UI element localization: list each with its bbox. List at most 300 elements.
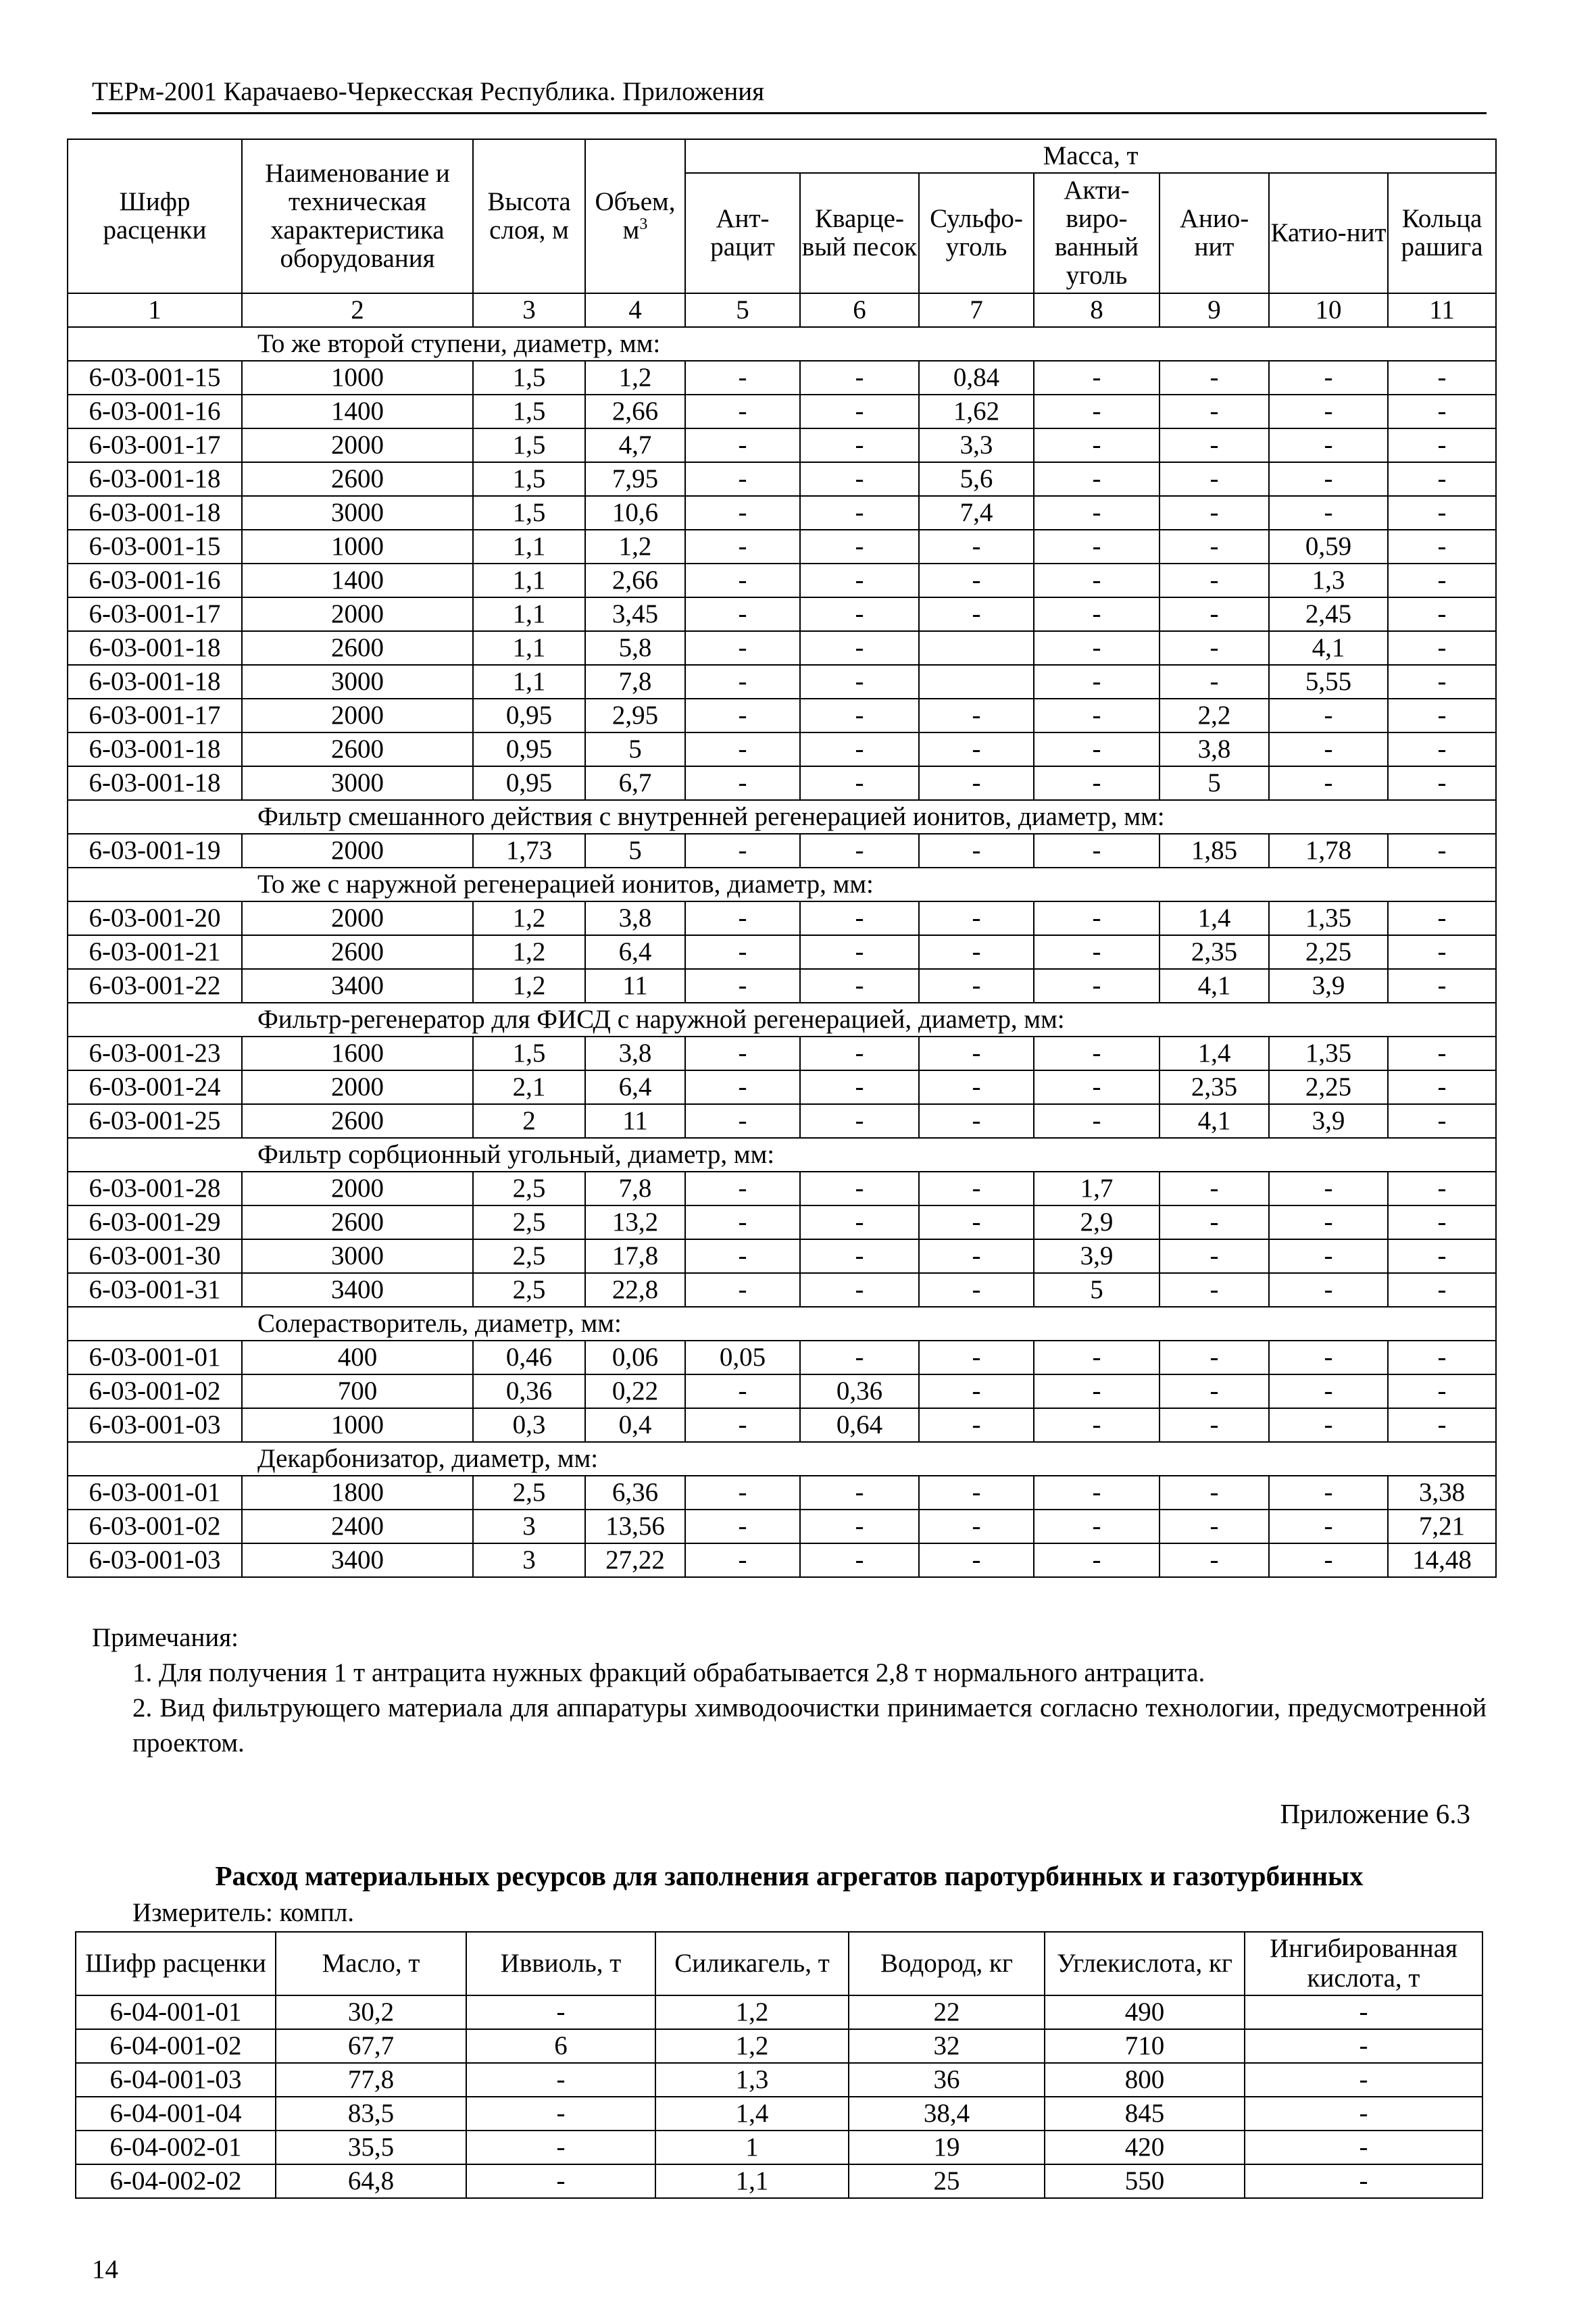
table-cell: 6-03-001-15 [68,361,242,395]
table-cell: 1,4 [1159,901,1269,935]
table-cell: 6-03-001-23 [68,1037,242,1070]
table-row [76,2029,1482,2063]
table-cell: - [919,935,1034,969]
table-cell: - [685,665,800,699]
table-cell: - [1159,1476,1269,1510]
table-row [76,2097,1482,2131]
table-row [76,2164,1482,2198]
table-cell: 0,06 [585,1341,685,1374]
header-mass-col: Ант-рацит [685,173,800,293]
table-cell: - [800,1239,919,1273]
table-cell: - [800,1341,919,1374]
table-cell: 10,6 [585,496,685,530]
table-cell: 1,85 [1159,834,1269,868]
column-number: 3 [473,293,585,327]
column-number: 8 [1034,293,1159,327]
table-cell: 6-04-001-02 [76,2029,276,2063]
table-cell: - [1388,1341,1496,1374]
table-cell: 2000 [242,834,473,868]
table-cell: 3000 [242,665,473,699]
table-cell: 5 [1159,766,1269,800]
header-name: Наименование и техническая характеристика оборудования [242,139,473,293]
section-row [68,800,1496,834]
table-row [68,1273,1496,1307]
table-cell: 6-03-001-31 [68,1273,242,1307]
table-cell: - [800,361,919,395]
table-cell: 2000 [242,428,473,462]
notes [92,1620,1487,1761]
table-cell: - [800,496,919,530]
table-cell: 6-04-002-01 [76,2131,276,2164]
table-cell: - [1269,496,1388,530]
table-row [68,1037,1496,1070]
table-cell: 14,48 [1388,1543,1496,1577]
table-cell: 2,5 [473,1273,585,1307]
table-cell: 1,73 [473,834,585,868]
table-row [68,901,1496,935]
table-cell: 2600 [242,935,473,969]
table-cell: - [1034,935,1159,969]
table-row [68,395,1496,428]
table-cell: 400 [242,1341,473,1374]
table-cell: - [685,496,800,530]
table-cell: - [685,699,800,732]
table-cell: 2000 [242,597,473,631]
table-cell: - [1269,699,1388,732]
filter-materials-table [67,139,1497,1578]
appendix-label: Приложение 6.3 [1280,1798,1470,1829]
table-cell: 0,95 [473,766,585,800]
table-cell: - [1034,462,1159,496]
table-cell: 6,4 [585,1070,685,1104]
table-row [68,935,1496,969]
table-cell: - [800,564,919,597]
table-cell: 19 [849,2131,1045,2164]
table-cell: - [685,1239,800,1273]
table-cell: 2,1 [473,1070,585,1104]
header-height: Высота слоя, м [473,139,585,293]
table-cell: 3000 [242,1239,473,1273]
table-cell: 1,2 [585,361,685,395]
table-cell: 2600 [242,1205,473,1239]
table-cell: 2,25 [1269,935,1388,969]
table-cell: 7,21 [1388,1510,1496,1543]
table-cell: 1,3 [1269,564,1388,597]
table-cell: 6-03-001-30 [68,1239,242,1273]
table-cell: 1,5 [473,496,585,530]
table-cell: - [919,1341,1034,1374]
table-cell: - [800,834,919,868]
table-cell: - [1388,1037,1496,1070]
table-cell: 6-04-001-04 [76,2097,276,2131]
table-cell: - [1388,1205,1496,1239]
table-cell: - [919,1172,1034,1205]
table-cell: 6-03-001-25 [68,1104,242,1138]
table-cell: 1,3 [655,2063,849,2097]
table-cell: - [1159,1273,1269,1307]
table-cell: 420 [1045,2131,1245,2164]
table-cell: 27,22 [585,1543,685,1577]
table-cell: - [800,1476,919,1510]
page-header: ТЕРм-2001 Карачаево-Черкесская Республика. Приложения [92,76,1487,114]
table-cell: - [1388,496,1496,530]
table-cell: - [685,597,800,631]
table-cell: - [800,597,919,631]
table-cell: - [1269,766,1388,800]
table-row [68,732,1496,766]
table-cell: - [1034,1037,1159,1070]
table-cell: - [685,1037,800,1070]
table-cell: - [800,1104,919,1138]
table-cell: 13,2 [585,1205,685,1239]
table-cell: 6-03-001-03 [68,1408,242,1442]
table-cell: 1,1 [473,631,585,665]
table-row [68,1341,1496,1374]
table-cell: - [466,2131,655,2164]
table-cell: 6-03-001-20 [68,901,242,935]
table-cell: 6-03-001-17 [68,597,242,631]
table-cell: - [1269,1205,1388,1239]
table-cell: 845 [1045,2097,1245,2131]
table-cell: - [1034,1104,1159,1138]
table-cell: - [1245,2029,1482,2063]
table-cell: 490 [1045,1995,1245,2029]
table-cell: 1,2 [655,2029,849,2063]
table-row [68,1374,1496,1408]
header-volume [585,139,685,293]
table-row [68,665,1496,699]
table-cell: - [919,1205,1034,1239]
table-cell: 1,1 [473,597,585,631]
table-cell: - [800,766,919,800]
table-cell: 2,9 [1034,1205,1159,1239]
table-cell: 6-03-001-03 [68,1543,242,1577]
table-cell: 2,5 [473,1239,585,1273]
table-cell: - [919,1037,1034,1070]
resources-table-title: Расход материальных ресурсов для заполнения агрегатов паротурбинных и газотурбинных [215,1860,1364,1891]
table-cell: 550 [1045,2164,1245,2198]
table-cell: - [1388,699,1496,732]
table-cell: - [1269,1273,1388,1307]
table-cell: - [685,1543,800,1577]
table-cell: - [1269,1543,1388,1577]
table-cell: - [919,732,1034,766]
table-cell: - [1269,1408,1388,1442]
table-row [76,1995,1482,2029]
table-cell: - [1388,1104,1496,1138]
table-row [68,1104,1496,1138]
table-cell [919,631,1034,665]
column-number: 11 [1388,293,1496,327]
table-cell: 22,8 [585,1273,685,1307]
table-cell: - [1034,969,1159,1003]
table-cell: 3400 [242,1543,473,1577]
table-cell: 6-04-001-03 [76,2063,276,2097]
table-cell: - [685,901,800,935]
table-cell: 6-03-001-18 [68,631,242,665]
table-cell: 2,45 [1269,597,1388,631]
table-row [68,597,1496,631]
table-cell: 32 [849,2029,1045,2063]
table-cell: 1,78 [1269,834,1388,868]
table-cell: - [1159,361,1269,395]
table-cell: - [1388,969,1496,1003]
table-cell: 2600 [242,462,473,496]
table-cell: 1,4 [1159,1037,1269,1070]
column-number: 4 [585,293,685,327]
table-cell: 3000 [242,766,473,800]
table-cell: - [685,1408,800,1442]
table-cell: 6-03-001-18 [68,496,242,530]
table-cell: - [1388,935,1496,969]
table-cell: 2,5 [473,1172,585,1205]
table-cell: - [919,1104,1034,1138]
table-cell: 5 [585,834,685,868]
note-2: 2. Вид фильтрующего материала для аппаратуры химводоочистки принимается согласно технологии, предусмотренной проектом. [132,1693,1487,1758]
header-mass: Масса, т [685,139,1496,173]
table-cell: - [1159,1543,1269,1577]
table-cell: - [685,428,800,462]
table-cell: 3,38 [1388,1476,1496,1510]
table-row [68,361,1496,395]
table-cell: - [1269,732,1388,766]
table-cell: 1,35 [1269,901,1388,935]
table-cell: 6-04-001-01 [76,1995,276,2029]
table-cell: 6-03-001-17 [68,428,242,462]
table-cell: 1,5 [473,361,585,395]
column-number: 6 [800,293,919,327]
table-cell: - [1034,1374,1159,1408]
table-cell: - [685,361,800,395]
table-cell: - [1245,2164,1482,2198]
table-cell: 6-03-001-21 [68,935,242,969]
table-cell: 4,7 [585,428,685,462]
table-cell: - [1034,901,1159,935]
table-cell: - [1269,1510,1388,1543]
table-cell: - [1245,2131,1482,2164]
table-cell: 0,3 [473,1408,585,1442]
table-row [76,2063,1482,2097]
table-cell: 3000 [242,496,473,530]
table-cell: 7,4 [919,496,1034,530]
table-cell: - [1034,428,1159,462]
section-title: Декарбонизатор, диаметр, мм: [68,1442,1496,1476]
table-cell: - [1034,361,1159,395]
table-cell: - [685,969,800,1003]
table-cell: 1,7 [1034,1172,1159,1205]
table-cell: 83,5 [276,2097,466,2131]
table2-header: Углекислота, кг [1045,1932,1245,1995]
table-row [68,564,1496,597]
table-cell: 6-03-001-18 [68,766,242,800]
table-cell: - [800,1070,919,1104]
section-row [68,1003,1496,1037]
table-cell: - [1159,1510,1269,1543]
table-cell: - [1388,1172,1496,1205]
note-1: 1. Для получения 1 т антрацита нужных фракций обрабатывается 2,8 т нормального антрацита. [132,1658,1205,1687]
table-cell: 2000 [242,699,473,732]
table-cell: 11 [585,1104,685,1138]
table-row [76,2131,1482,2164]
table-cell: 0,59 [1269,530,1388,564]
table-cell: - [1034,665,1159,699]
table-cell: 1,2 [473,935,585,969]
table-cell: 11 [585,969,685,1003]
section-row [68,868,1496,901]
table-cell: - [1269,462,1388,496]
section-row [68,1138,1496,1172]
table-cell: - [1388,564,1496,597]
table-cell: 1,2 [473,969,585,1003]
column-number: 2 [242,293,473,327]
table-cell: - [800,935,919,969]
table-cell: 6-03-001-19 [68,834,242,868]
table2-header: Масло, т [276,1932,466,1995]
table-cell: 3,9 [1034,1239,1159,1273]
table2-header: Шифр расценки [76,1932,276,1995]
table-cell: 1800 [242,1476,473,1510]
table-cell: - [1034,1341,1159,1374]
table-cell: 800 [1045,2063,1245,2097]
table-cell: 6 [466,2029,655,2063]
table-cell: 1,35 [1269,1037,1388,1070]
table-cell: - [1388,1239,1496,1273]
table-row [68,1510,1496,1543]
table-row [68,1408,1496,1442]
table-cell: 1,62 [919,395,1034,428]
table-cell: 1,5 [473,395,585,428]
table-cell: - [919,1510,1034,1543]
table-cell: 2 [473,1104,585,1138]
table-cell: - [685,935,800,969]
table-cell: - [685,1374,800,1408]
table-cell: - [1159,1408,1269,1442]
table-cell: - [800,1510,919,1543]
table-cell: - [685,1273,800,1307]
header-mass-col: Анио-нит [1159,173,1269,293]
table-cell: - [800,732,919,766]
table-cell: - [919,564,1034,597]
resources-table [75,1931,1483,2199]
table-cell: - [800,428,919,462]
header-shifr: Шифр расценки [68,139,242,293]
table-cell: - [919,597,1034,631]
table-cell: 5 [1034,1273,1159,1307]
table-cell: - [1159,496,1269,530]
table-cell: - [919,1070,1034,1104]
header-mass-col: Акти-виро-ванный уголь [1034,173,1159,293]
table-row [68,834,1496,868]
table-cell: - [1034,597,1159,631]
table-row [68,462,1496,496]
table-row [68,1239,1496,1273]
table-cell: - [1388,631,1496,665]
table-cell: - [1388,530,1496,564]
table-cell: - [685,530,800,564]
table-cell: - [1388,395,1496,428]
table-cell: 35,5 [276,2131,466,2164]
table-cell: - [1034,834,1159,868]
table-cell: - [1269,1341,1388,1374]
table-cell: 6-03-001-29 [68,1205,242,1239]
section-title: То же второй ступени, диаметр, мм: [68,327,1496,361]
table-cell: - [1159,631,1269,665]
table-cell: - [1388,1273,1496,1307]
section-row [68,327,1496,361]
table-cell: - [1388,361,1496,395]
table-cell: 6-03-001-18 [68,462,242,496]
table-row [68,496,1496,530]
table-cell: 0,95 [473,732,585,766]
page-number: 14 [92,2255,118,2284]
table-cell: - [1034,766,1159,800]
table-cell: 2600 [242,631,473,665]
table-cell: - [1034,699,1159,732]
table-cell: 0,84 [919,361,1034,395]
table-cell: - [1034,1476,1159,1510]
table-cell: - [1388,665,1496,699]
table-cell: 6-03-001-16 [68,395,242,428]
table-row [68,530,1496,564]
table-cell: - [1159,530,1269,564]
table-cell: - [466,1995,655,2029]
table-cell: 2,66 [585,564,685,597]
table-cell: - [1388,834,1496,868]
column-number: 7 [919,293,1034,327]
table-cell: 1,2 [585,530,685,564]
table-cell: 0,95 [473,699,585,732]
table-cell: - [919,1273,1034,1307]
table-cell: - [685,1510,800,1543]
table-cell: - [800,665,919,699]
table-cell: - [800,1205,919,1239]
header-mass-col: Сульфо-уголь [919,173,1034,293]
table-cell: - [1269,1476,1388,1510]
table-cell: - [1159,1205,1269,1239]
header-volume-text: Объем, м [595,187,676,245]
table-cell: - [1034,1510,1159,1543]
table-cell: 2,2 [1159,699,1269,732]
table-cell: - [685,631,800,665]
table-cell: - [685,462,800,496]
table-cell: 3,3 [919,428,1034,462]
table-cell: - [800,1273,919,1307]
table-cell: 5,8 [585,631,685,665]
table-row [68,631,1496,665]
section-row [68,1307,1496,1341]
table-cell: 1,5 [473,462,585,496]
table-cell: - [685,1172,800,1205]
table-cell: - [1034,530,1159,564]
table-cell: 7,95 [585,462,685,496]
table-cell: - [1269,1239,1388,1273]
table-cell: - [1269,361,1388,395]
table-cell: 6-03-001-01 [68,1341,242,1374]
table-row [68,766,1496,800]
table-cell: - [685,1070,800,1104]
table-cell: 17,8 [585,1239,685,1273]
table-cell: - [1388,462,1496,496]
table-cell: 77,8 [276,2063,466,2097]
table-cell: - [1034,1070,1159,1104]
table-cell: 2000 [242,901,473,935]
table-cell: - [466,2164,655,2198]
table-row [68,1476,1496,1510]
table-cell: 7,8 [585,1172,685,1205]
table-cell: 3,45 [585,597,685,631]
table-cell: 2,25 [1269,1070,1388,1104]
table-cell: 6-03-001-01 [68,1476,242,1510]
